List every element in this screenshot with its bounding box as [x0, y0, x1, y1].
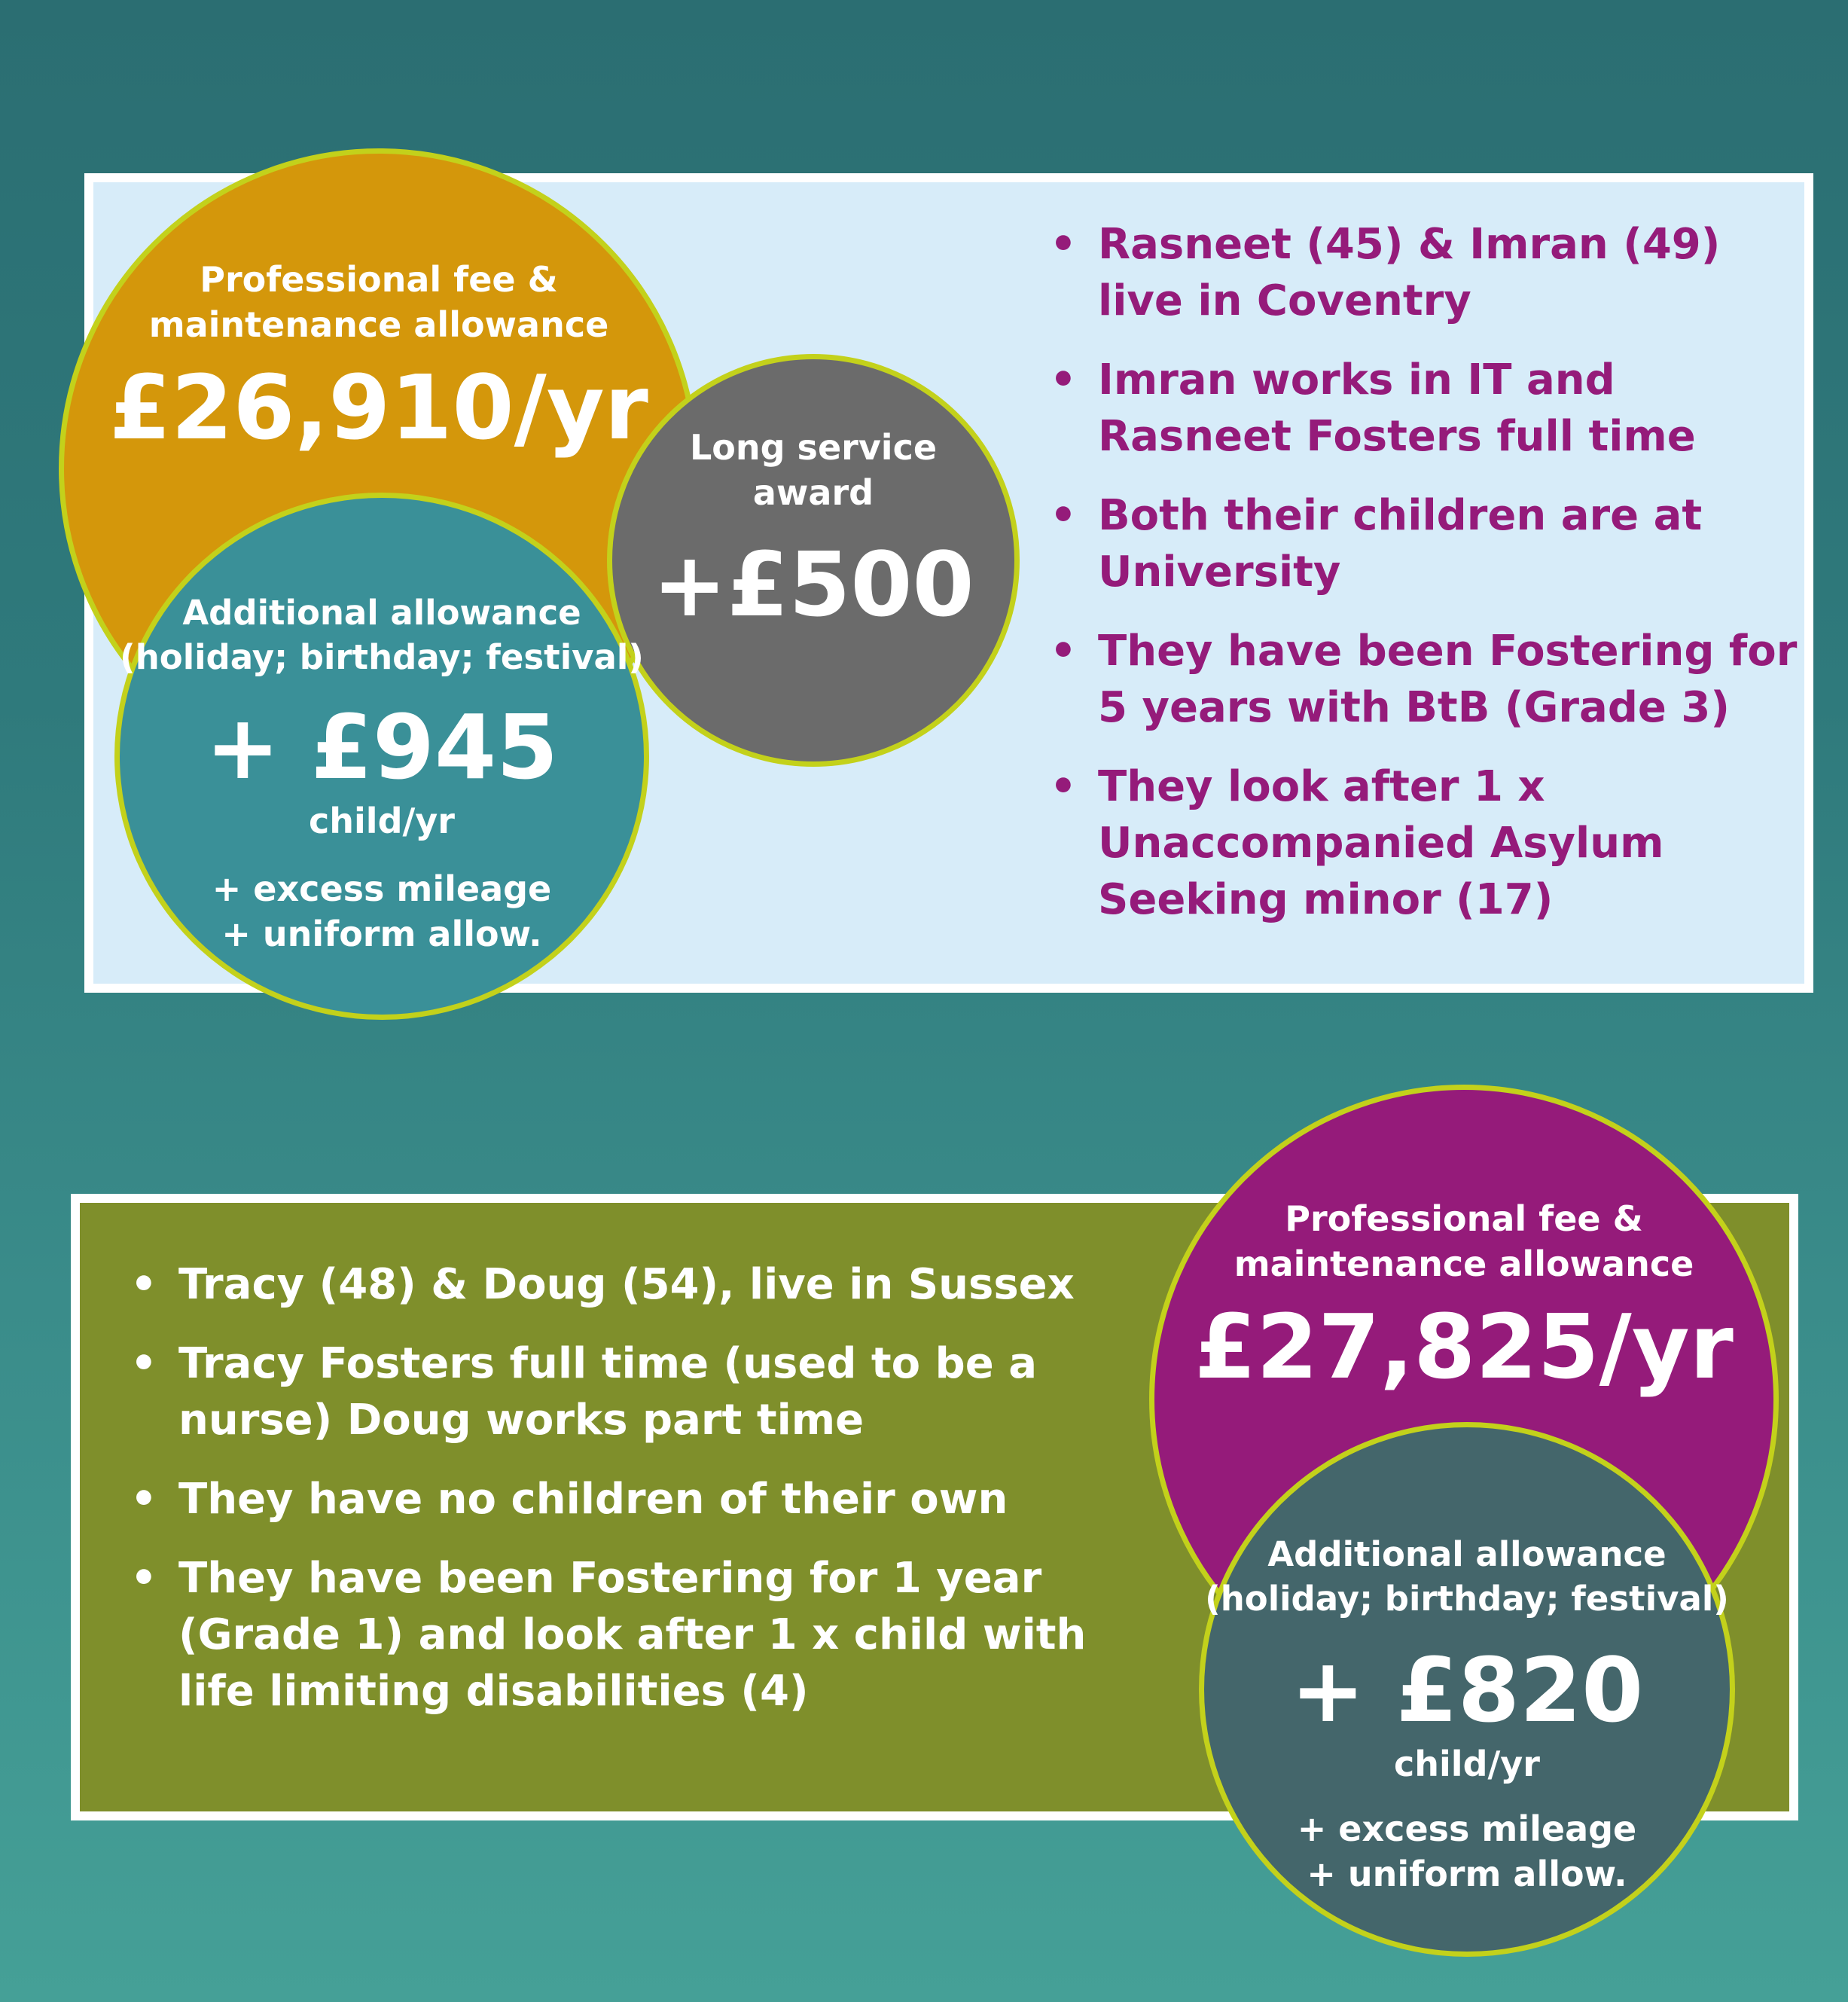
bullet-icon: • [1050, 491, 1077, 540]
list-item: • Tracy Fosters full time (used to be a nurse) Doug works part time [124, 1335, 1103, 1448]
bullet-icon: • [130, 1475, 157, 1524]
list-item: • They have been Fostering for 5 years with BtB (Grade 3) [1044, 623, 1819, 736]
additional-allowance-label: Additional allowance (holiday; birthday; festival) [1205, 1534, 1729, 1619]
additional-allowance-extras: + excess mileage + uniform allow. [1297, 1808, 1637, 1894]
list-item: • Rasneet (45) & Imran (49) live in Coventry [1044, 216, 1819, 329]
bullet-icon: • [1050, 220, 1077, 269]
bullet-icon: • [1050, 627, 1077, 676]
additional-allowance-label: Additional allowance (holiday; birthday; festival) [120, 593, 644, 677]
bullet-icon: • [1050, 762, 1077, 811]
additional-allowance-extras: + excess mileage + uniform allow. [212, 868, 552, 954]
long-service-amount: +£500 [652, 533, 974, 636]
bullet-icon: • [130, 1260, 157, 1309]
additional-allowance-amount: + £945 [205, 695, 559, 799]
list-item: • Tracy (48) & Doug (54), live in Sussex [124, 1256, 1103, 1313]
list-item: • They have been Fostering for 1 year (Grade 1) and look after 1 x child with life limiting disabilities (4) [124, 1550, 1103, 1720]
bullet-icon: • [130, 1554, 157, 1603]
fee-label: Professional fee & maintenance allowance [1234, 1198, 1694, 1284]
additional-allowance-unit: child/yr [309, 801, 455, 841]
list-item: • They look after 1 x Unaccompanied Asylum Seeking minor (17) [1044, 758, 1819, 928]
list-item: • Imran works in IT and Rasneet Fosters full time [1044, 352, 1819, 465]
bullet-icon: • [130, 1339, 157, 1388]
list-item: • Both their children are at University [1044, 487, 1819, 600]
additional-allowance-amount: + £820 [1290, 1638, 1644, 1742]
additional-allowance-unit: child/yr [1394, 1744, 1540, 1784]
card-2-additional-allowance-circle [1199, 1422, 1735, 1957]
long-service-label: Long service award [689, 427, 938, 513]
card-1-long-service-circle [607, 354, 1020, 767]
fee-amount: £26,910/yr [109, 356, 648, 459]
fee-amount: £27,825/yr [1194, 1295, 1734, 1399]
list-item: • They have no children of their own [124, 1471, 1103, 1527]
fee-label: Professional fee & maintenance allowance [148, 259, 609, 345]
card-2-bullet-list [124, 1256, 1103, 1742]
card-1-additional-allowance-circle [114, 493, 649, 1020]
bullet-icon: • [1050, 356, 1077, 404]
card-1-bullet-list [1044, 216, 1819, 951]
